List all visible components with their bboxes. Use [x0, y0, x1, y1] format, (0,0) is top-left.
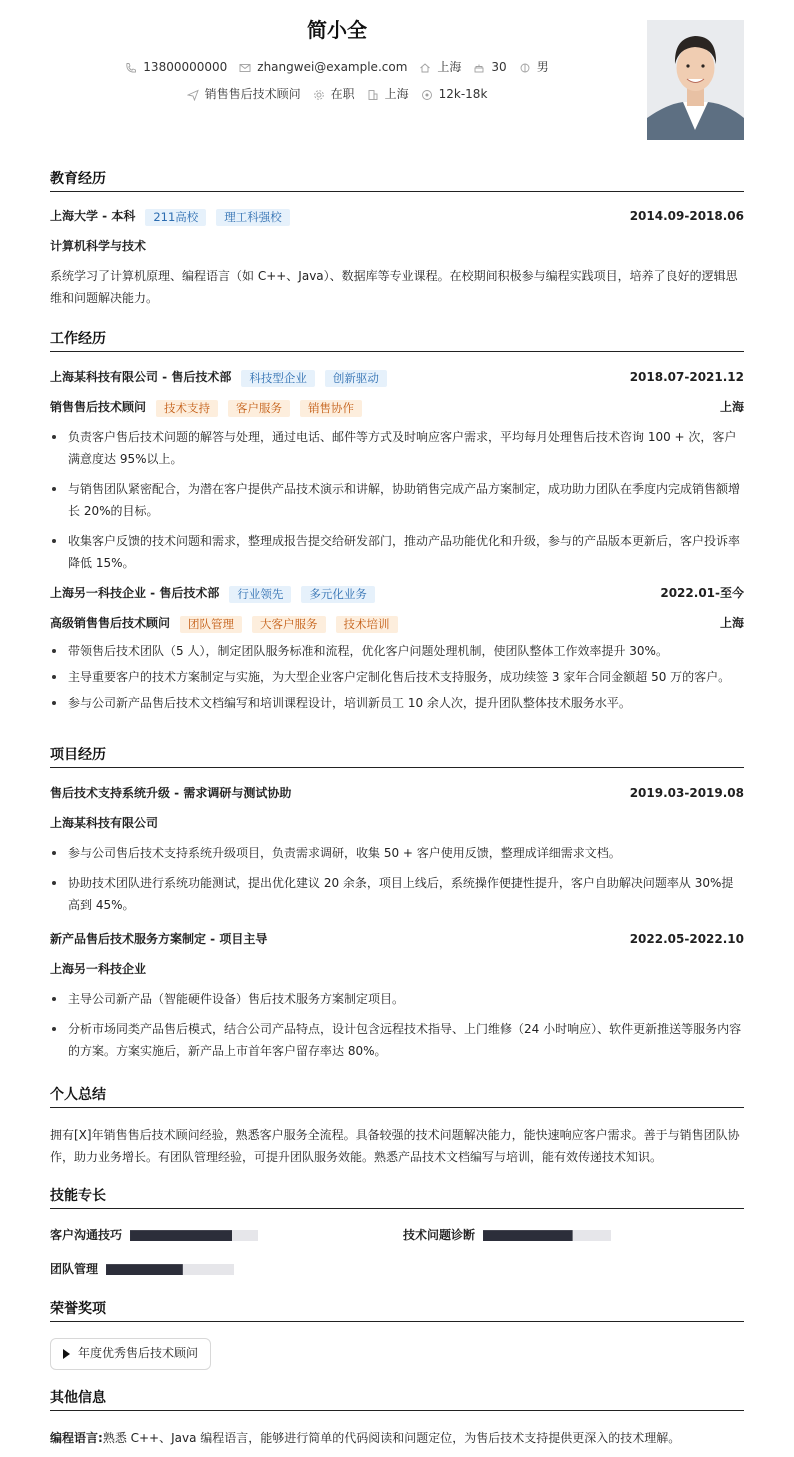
- work-location: 上海: [719, 400, 744, 415]
- project-company-row: [50, 960, 744, 980]
- company-name: 上海某科技有限公司 - 售后技术部: [50, 370, 232, 385]
- work-bullet: 参与公司新产品售后技术文档编写和培训课程设计，培训新员工 10 余人次，提升团队整体技术服务水平。: [50, 692, 744, 714]
- work-bullets: [50, 640, 744, 714]
- role-tag: 团队管理: [180, 616, 242, 633]
- skill-name: 客户沟通技巧: [50, 1228, 123, 1242]
- role-tag: 客户服务: [228, 400, 290, 417]
- home-icon: [419, 62, 431, 74]
- gender-text: 男: [536, 60, 549, 74]
- work-bullet: 带领售后技术团队（5 人），制定团队服务标准和流程，优化客户问题处理机制，使团队整体工作效率提升 30%。: [50, 640, 744, 662]
- major-row: [50, 237, 744, 257]
- job-target-text: 销售售后技术顾问: [204, 87, 301, 101]
- project-bullets: [50, 842, 744, 916]
- phone-text: 13800000000: [143, 60, 228, 74]
- work-role-row: [50, 614, 744, 634]
- work-bullet: 与销售团队紧密配合，为潜在客户提供产品技术演示和讲解，协助销售完成产品方案制定，成功助力团队在季度内完成销售额增长 20%的目标。: [50, 478, 744, 522]
- project-period: 2022.05-2022.10: [629, 932, 744, 947]
- other-section-title: 其他信息: [50, 1389, 744, 1411]
- avatar-portrait: [647, 20, 744, 140]
- expand-triangle-icon: [63, 1349, 70, 1359]
- mail-icon: [239, 62, 251, 74]
- building-icon: [367, 89, 379, 101]
- phone-item: [125, 58, 227, 77]
- skill-bar: [483, 1230, 611, 1241]
- education-section-title: 教育经历: [50, 170, 744, 192]
- age-text: 30: [491, 60, 507, 74]
- city-text: 上海: [437, 60, 462, 74]
- school-name: 上海大学 - 本科: [50, 209, 136, 224]
- work-location: 上海: [719, 616, 744, 631]
- role-name: 高级销售售后技术顾问: [50, 616, 171, 631]
- education-description: 系统学习了计算机原理、编程语言（如 C++、Java）、数据库等专业课程。在校期间积极参与编程实践项目，培养了良好的逻辑思维和问题解决能力。: [50, 269, 738, 305]
- work-period: 2022.01-至今: [660, 586, 744, 601]
- skill-bar: [130, 1230, 258, 1241]
- status-text: 在职: [330, 87, 355, 101]
- summary-text: 拥有[X]年销售售后技术顾问经验，熟悉客户服务全流程。具备较强的技术问题解决能力，能快速响应客户需求。善于与销售团队协作，助力业务增长。有团队管理经验，可提升团队服务效能。熟悉产品技术文档编写与培训，能有效传递技术知识。: [50, 1128, 740, 1164]
- skill-bar-fill: [130, 1230, 232, 1241]
- project-bullet: 主导公司新产品（智能硬件设备）售后技术服务方案制定项目。: [50, 988, 744, 1010]
- education-entry: [50, 207, 744, 309]
- work-bullets: [50, 426, 744, 574]
- award-name: 年度优秀售后技术顾问: [78, 1346, 199, 1361]
- skills-section-title: 技能专长: [50, 1187, 744, 1209]
- skill-item: [50, 1226, 258, 1245]
- role-tag: 销售协作: [300, 400, 362, 417]
- cake-icon: [473, 62, 485, 74]
- education-header-row: [50, 207, 744, 227]
- company-tag: 多元化业务: [301, 586, 375, 603]
- age-item: [473, 58, 506, 77]
- work-role-row: [50, 398, 744, 418]
- job-intent-row: [50, 85, 624, 104]
- project-bullet: 协助技术团队进行系统功能测试，提出优化建议 20 余条，项目上线后，系统操作便捷性提升，客户自助解决问题率从 30%提高到 45%。: [50, 872, 744, 916]
- send-icon: [187, 89, 199, 101]
- work-bullet: 负责客户售后技术问题的解答与处理，通过电话、邮件等方式及时响应客户需求，平均每月处理售后技术咨询 100 + 次，客户满意度达 95%以上。: [50, 426, 744, 470]
- status-item: [313, 85, 355, 104]
- project-bullet: 分析市场同类产品售后模式，结合公司产品特点，设计包含远程技术指导、上门维修（24 小时响应）、软件更新推送等服务内容的方案。方案实施后，新产品上市首年客户留存率达 80%。: [50, 1018, 744, 1062]
- summary-section-title: 个人总结: [50, 1086, 744, 1108]
- coin-icon: [421, 89, 433, 101]
- skill-item: [50, 1260, 234, 1279]
- skill-name: 技术问题诊断: [403, 1228, 476, 1242]
- role-tag: 大客户服务: [252, 616, 326, 633]
- contact-row: [50, 58, 624, 77]
- company-tag: 科技型企业: [241, 370, 315, 387]
- email-item: [239, 58, 407, 77]
- work-bullet: 收集客户反馈的技术问题和需求，整理成报告提交给研发部门，推动产品功能优化和升级，参与的产品版本更新后，客户投诉率降低 15%。: [50, 530, 744, 574]
- project-header-row: [50, 784, 744, 804]
- project-title: 售后技术支持系统升级 - 需求调研与测试协助: [50, 786, 292, 801]
- project-entry: [50, 930, 744, 1070]
- work-company-row: [50, 584, 744, 604]
- project-header-row: [50, 930, 744, 950]
- role-tag: 技术支持: [156, 400, 218, 417]
- salary-text: 12k-18k: [438, 87, 488, 101]
- project-bullets: [50, 988, 744, 1062]
- role-name: 销售售后技术顾问: [50, 400, 147, 415]
- city-item: [419, 58, 461, 77]
- skill-name: 团队管理: [50, 1262, 99, 1276]
- email-text: zhangwei@example.com: [257, 60, 408, 74]
- gender-icon: [519, 62, 531, 74]
- work-bullet: 主导重要客户的技术方案制定与实施，为大型企业客户定制化售后技术支持服务，成功续签 3 家年合同金额超 50 万的客户。: [50, 666, 744, 688]
- phone-icon: [125, 62, 137, 74]
- other-info: [50, 1427, 744, 1449]
- project-period: 2019.03-2019.08: [629, 786, 744, 801]
- other-label: 编程语言:: [50, 1431, 103, 1445]
- gear-icon: [313, 89, 325, 101]
- role-tag: 技术培训: [336, 616, 398, 633]
- award-toggle[interactable]: [50, 1338, 211, 1370]
- major-name: 计算机科学与技术: [50, 239, 147, 254]
- company-name: 上海另一科技企业 - 售后技术部: [50, 586, 220, 601]
- candidate-name: 简小全: [307, 18, 367, 42]
- skill-bar-fill: [106, 1264, 183, 1275]
- company-tag: 行业领先: [229, 586, 291, 603]
- job-target-item: [187, 85, 301, 104]
- skill-item: [403, 1226, 611, 1245]
- avatar: [647, 20, 744, 140]
- project-bullet: 参与公司售后技术支持系统升级项目，负责需求调研，收集 50 + 客户使用反馈，整理成详细需求文档。: [50, 842, 744, 864]
- project-title: 新产品售后技术服务方案制定 - 项目主导: [50, 932, 268, 947]
- company-tag: 创新驱动: [325, 370, 387, 387]
- work-section-title: 工作经历: [50, 330, 744, 352]
- salary-item: [421, 85, 488, 104]
- work-entry: [50, 368, 744, 582]
- work-company-row: [50, 368, 744, 388]
- project-entry: [50, 784, 744, 924]
- project-company: 上海某科技有限公司: [50, 816, 159, 831]
- target-city-text: 上海: [384, 87, 409, 101]
- work-entry: [50, 584, 744, 718]
- work-period: 2018.07-2021.12: [629, 370, 744, 385]
- projects-section-title: 项目经历: [50, 746, 744, 768]
- skill-bar-fill: [483, 1230, 573, 1241]
- target-city-item: [367, 85, 409, 104]
- project-company: 上海另一科技企业: [50, 962, 147, 977]
- skill-bar: [106, 1264, 234, 1275]
- school-tag: 理工科强校: [216, 209, 290, 226]
- education-period: 2014.09-2018.06: [629, 209, 744, 224]
- gender-item: [519, 58, 549, 77]
- resume-header: [50, 0, 744, 150]
- awards-section-title: 荣誉奖项: [50, 1300, 744, 1322]
- project-company-row: [50, 814, 744, 834]
- school-tag: 211高校: [145, 209, 206, 226]
- other-text: 熟悉 C++、Java 编程语言，能够进行简单的代码阅读和问题定位，为售后技术支持提供更深入的技术理解。: [102, 1431, 681, 1445]
